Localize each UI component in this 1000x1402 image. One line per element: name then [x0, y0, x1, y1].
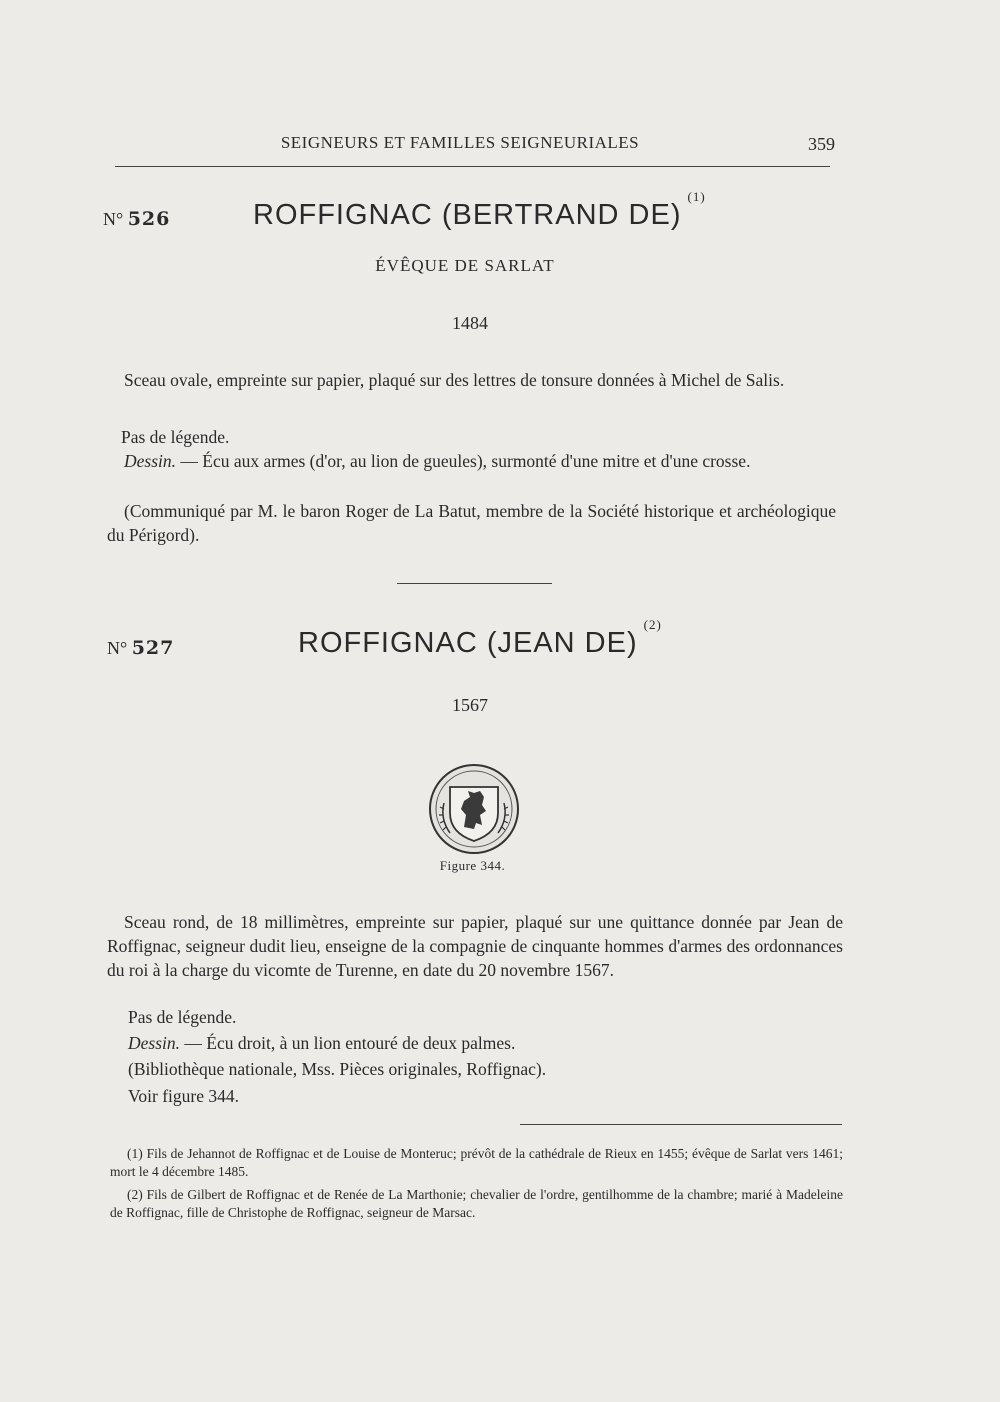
drawing-paragraph — [128, 1031, 843, 1055]
source-paragraph: (Communiqué par M. le baron Roger de La Batut, membre de la Société historique et archéologique du Périgord). — [107, 501, 836, 545]
entry-number-prefix: N° — [107, 638, 128, 658]
entry-year-526: 1484 — [452, 313, 488, 333]
entry-number-value: 527 — [131, 637, 175, 659]
drawing-text: — Écu droit, à un lion entouré de deux palmes. — [180, 1033, 516, 1053]
entry-title-text: ROFFIGNAC (BERTRAND DE) — [253, 199, 682, 231]
entry-number-527 — [107, 637, 174, 659]
figure-caption: Figure 344. — [439, 858, 506, 873]
seal-figure — [428, 763, 520, 855]
entry-number-prefix: N° — [103, 209, 124, 229]
drawing-text: — Écu aux armes (d'or, au lion de gueules), surmonté d'une mitre et d'une crosse. — [176, 451, 751, 471]
entry-number-526 — [103, 208, 170, 230]
legend-paragraph: Pas de légende. — [128, 1007, 237, 1027]
entry-number-value: 526 — [127, 208, 171, 230]
see-figure-paragraph: Voir figure 344. — [128, 1086, 239, 1106]
drawing-label: Dessin. — [128, 1033, 181, 1053]
footnote-2: (2) Fils de Gilbert de Roffignac et de Renée de La Marthonie; chevalier de l'ordre, gentilhomme de la chambre; marié à Madeleine de Roffignac, fille de Christophe de Roffignac, seigneur de Marsac. — [110, 1187, 843, 1220]
footnote-ref-2: (2) — [643, 617, 662, 633]
drawing-label: Dessin. — [124, 451, 177, 471]
source-paragraph: (Bibliothèque nationale, Mss. Pièces originales, Roffignac). — [128, 1059, 547, 1079]
page-number: 359 — [808, 134, 835, 154]
running-header: SEIGNEURS ET FAMILLES SEIGNEURIALES — [280, 133, 640, 152]
header-rule — [115, 166, 830, 167]
drawing-paragraph — [107, 449, 836, 473]
legend-paragraph: Pas de légende. — [121, 427, 230, 447]
description-paragraph: Sceau ovale, empreinte sur papier, plaqué sur des lettres de tonsure données à Michel de Salis. — [124, 370, 785, 390]
footnote-ref-1: (1) — [687, 189, 706, 205]
footnote-1: (1) Fils de Jehannot de Roffignac et de Louise de Monteruc; prévôt de la cathédrale de Rieux en 1455; évêque de Sarlat vers 1461; mort le 4 décembre 1485. — [110, 1146, 843, 1179]
entry-title-526 — [253, 189, 706, 232]
footnote-rule — [520, 1124, 842, 1125]
entry-title-527 — [298, 617, 662, 660]
description-paragraph: Sceau rond, de 18 millimètres, empreinte sur papier, plaqué sur une quittance donnée par Jean de Roffignac, seigneur dudit lieu, enseigne de la compagnie de cinquante hommes d'armes des ordonnances du roi à la charge du vicomte de Turenne, en date du 20 novembre 1567. — [107, 912, 843, 980]
entry-title-text: ROFFIGNAC (JEAN DE) — [298, 627, 638, 659]
entry-subtitle: ÉVÊQUE DE SARLAT — [375, 256, 555, 275]
entry-year-527: 1567 — [452, 695, 488, 715]
section-divider — [397, 583, 552, 584]
